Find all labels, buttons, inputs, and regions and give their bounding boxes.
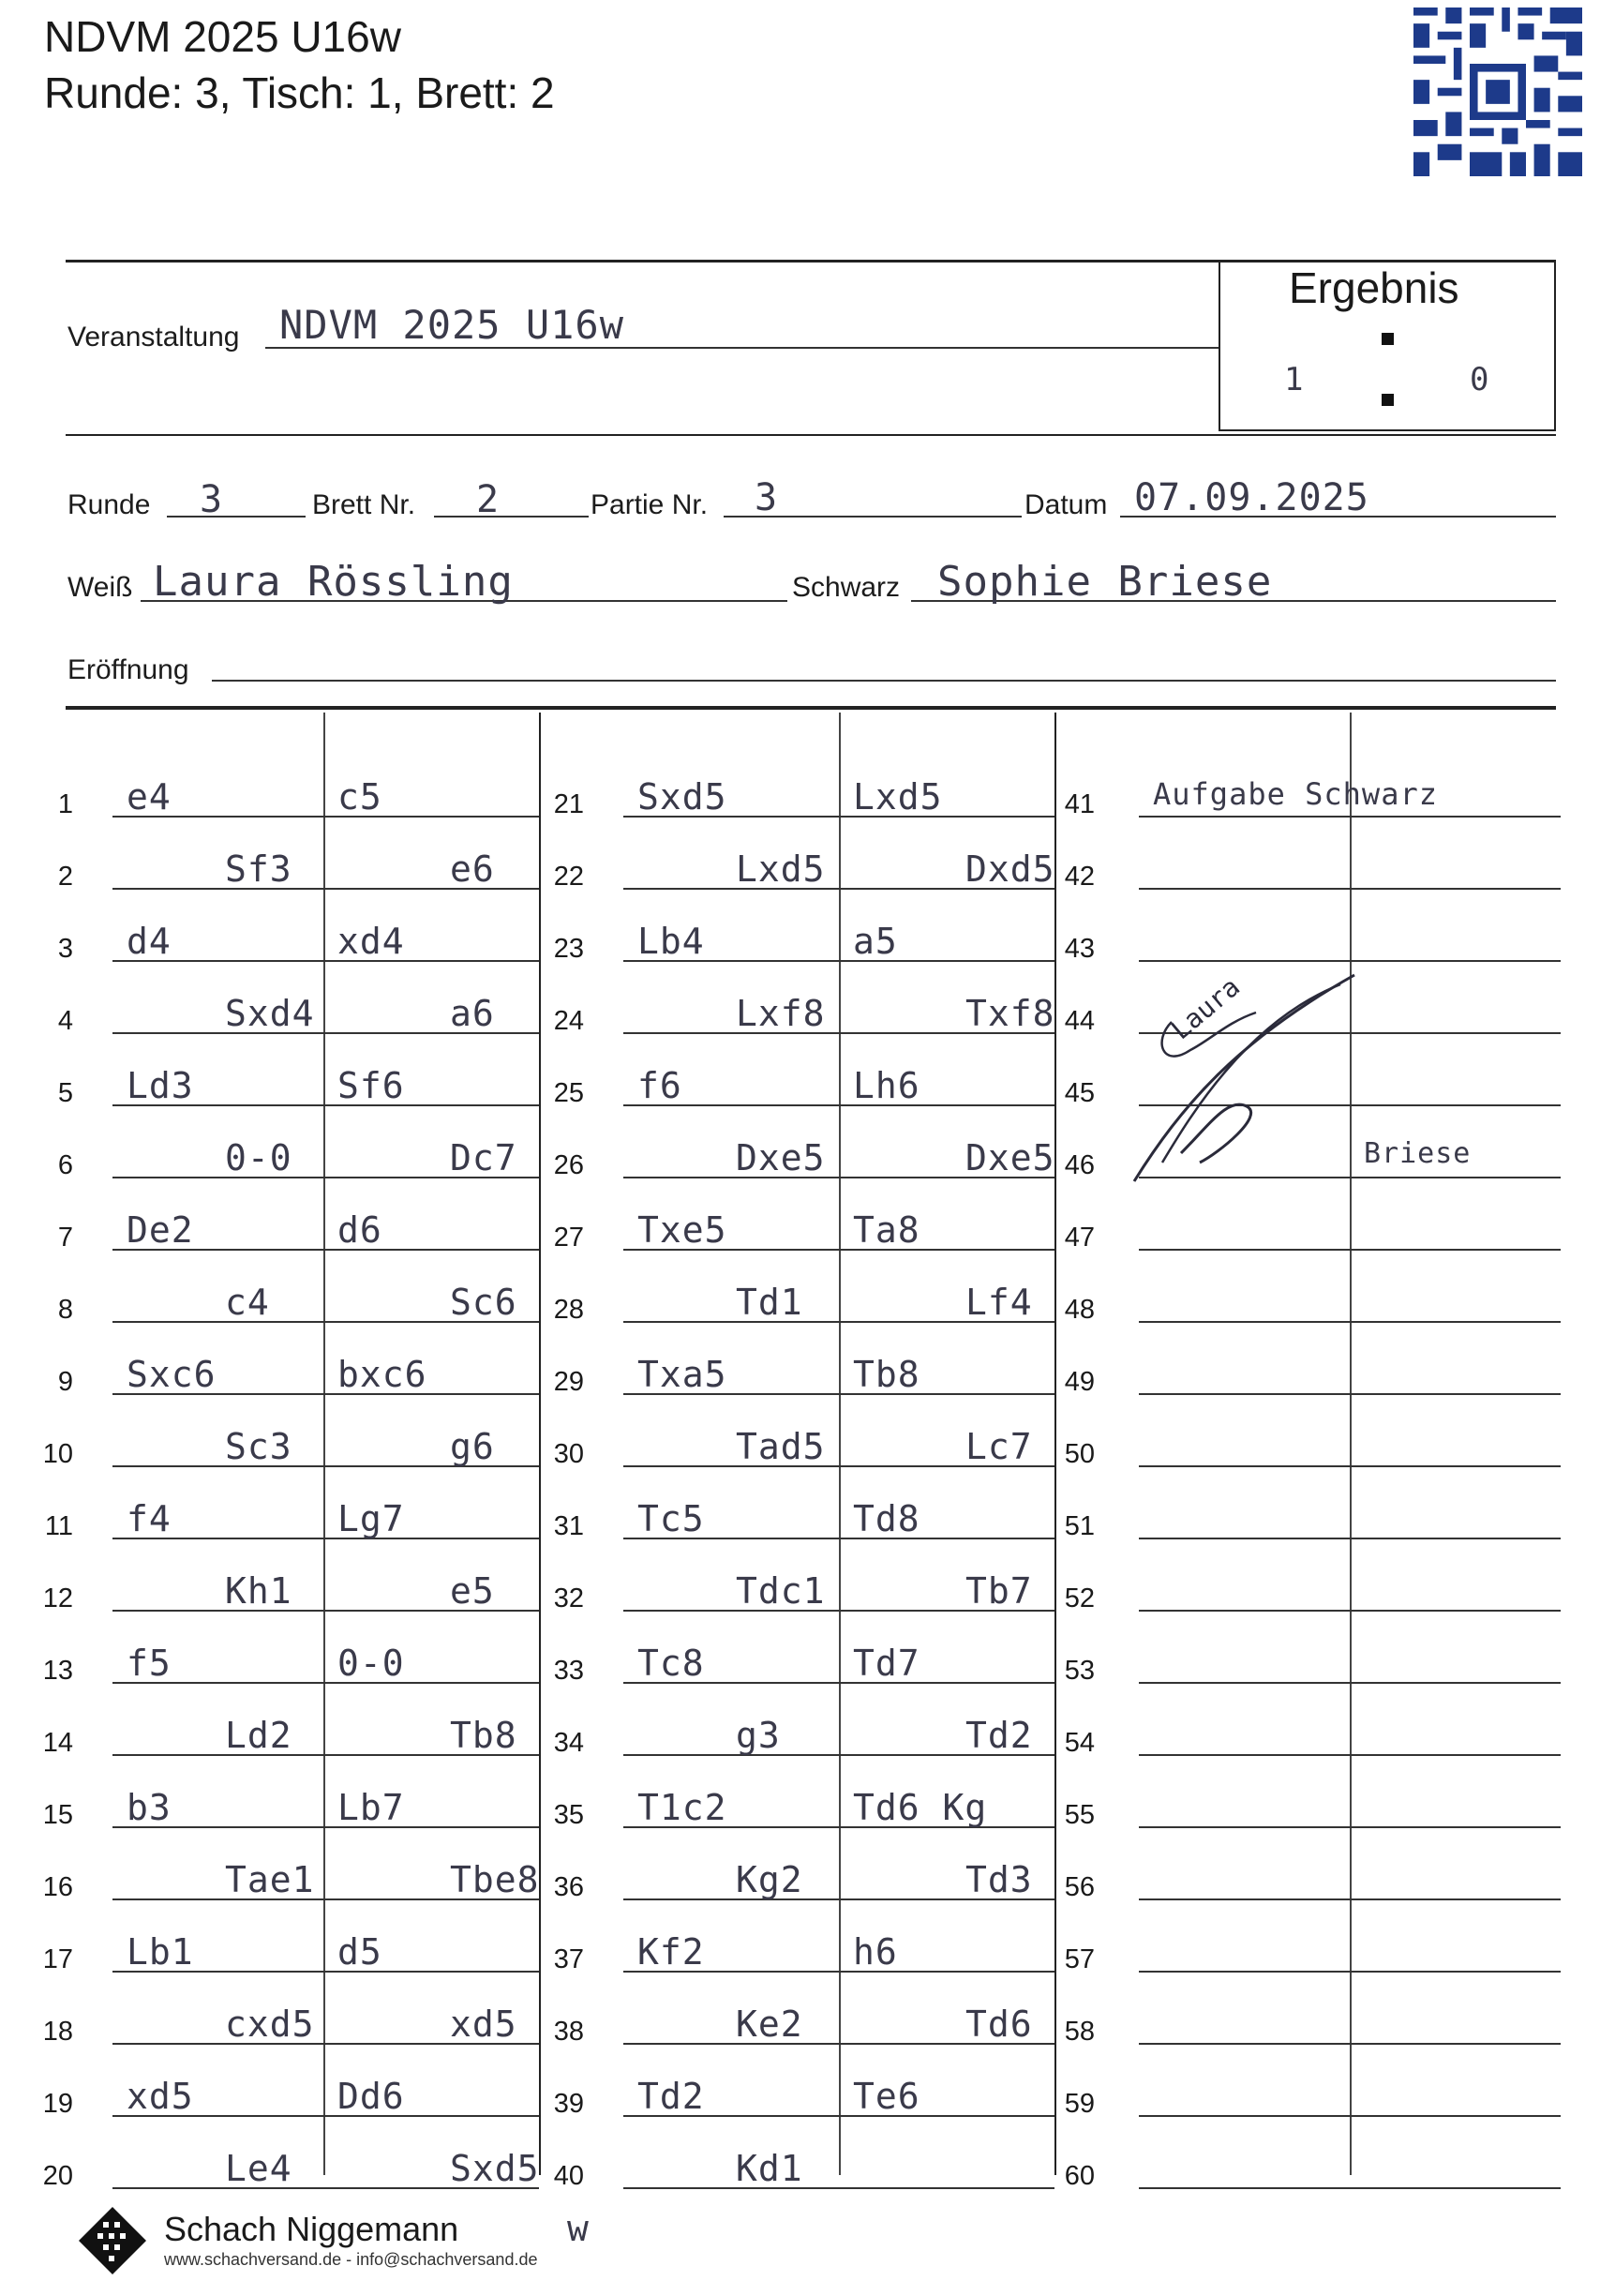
move-number: 12 — [42, 1583, 73, 1613]
move-line — [1139, 1321, 1561, 1323]
round-value: 3 — [200, 478, 224, 521]
move-number: 46 — [1064, 1150, 1095, 1180]
grid-divider-3 — [1350, 713, 1352, 2175]
move-line — [1139, 1249, 1561, 1251]
signature-white-text: Laura — [1165, 970, 1247, 1046]
white-move: Ke2 — [736, 2003, 803, 2045]
move-number: 26 — [553, 1150, 584, 1180]
move-number: 53 — [1064, 1656, 1095, 1686]
white-move: e4 — [127, 776, 172, 818]
date-value: 07.09.2025 — [1134, 476, 1369, 519]
move-number: 5 — [57, 1078, 73, 1108]
move-grid-top — [66, 706, 1556, 710]
move-line — [1139, 1898, 1561, 1900]
footer-brand: Schach Niggemann — [164, 2210, 459, 2248]
black-move: d5 — [337, 1931, 382, 1973]
white-move: Tc8 — [637, 1643, 705, 1684]
move-number: 30 — [553, 1439, 584, 1469]
board-label: Brett Nr. — [312, 489, 416, 520]
move-number: 34 — [553, 1728, 584, 1758]
game-value: 3 — [755, 476, 779, 519]
black-move: Sc6 — [450, 1282, 517, 1323]
move-line — [112, 1538, 539, 1539]
move-number: 31 — [553, 1511, 584, 1541]
move-number: 33 — [553, 1656, 584, 1686]
round-label: Runde — [67, 489, 151, 520]
black-move: Sf6 — [337, 1065, 405, 1106]
black-move: Lc7 — [965, 1426, 1033, 1467]
footer-web: www.schachversand.de - info@schachversand.de — [164, 2250, 538, 2269]
move-line — [1139, 1538, 1561, 1539]
move-number: 35 — [553, 1800, 584, 1830]
move-number: 7 — [57, 1223, 73, 1253]
black-move: Tbe8 — [450, 1859, 540, 1900]
move-number: 14 — [42, 1728, 73, 1758]
move-number: 37 — [553, 1944, 584, 1974]
white-label: Weiß — [67, 572, 133, 603]
white-move: Kf2 — [637, 1931, 705, 1973]
white-move: Ld2 — [225, 1715, 292, 1756]
black-move: Td2 — [965, 1715, 1033, 1756]
white-move: cxd5 — [225, 2003, 315, 2045]
move-number: 59 — [1064, 2089, 1095, 2119]
event-label: Veranstaltung — [67, 322, 240, 353]
white-move: Sc3 — [225, 1426, 292, 1467]
white-move: Lb4 — [637, 921, 705, 962]
move-number: 50 — [1064, 1439, 1095, 1469]
move-number: 45 — [1064, 1078, 1095, 1108]
move-line — [1139, 1971, 1561, 1973]
white-move: Td1 — [736, 1282, 803, 1323]
white-move: g3 — [736, 1715, 781, 1756]
black-move: g6 — [450, 1426, 495, 1467]
move-line — [1139, 2115, 1561, 2117]
move-number: 52 — [1064, 1583, 1095, 1613]
move-number: 8 — [57, 1295, 73, 1325]
move-number: 4 — [57, 1006, 73, 1036]
move-number: 55 — [1064, 1800, 1095, 1830]
black-move: Dc7 — [450, 1137, 517, 1178]
white-move: Kd1 — [736, 2148, 803, 2189]
black-move: Dd6 — [337, 2076, 405, 2117]
move-number: 18 — [42, 2017, 73, 2047]
move-line — [112, 1682, 539, 1684]
move-line — [1139, 1393, 1561, 1395]
move-line — [1139, 2187, 1561, 2189]
move-number: 54 — [1064, 1728, 1095, 1758]
black-move: e5 — [450, 1570, 495, 1612]
black-move: Td3 — [965, 1859, 1033, 1900]
move-number: 6 — [57, 1150, 73, 1180]
chess-logo — [75, 2203, 150, 2278]
white-move: f4 — [127, 1498, 172, 1539]
move-line — [1139, 960, 1561, 962]
white-move: De2 — [127, 1209, 194, 1251]
move-number: 36 — [553, 1872, 584, 1902]
white-move: Kh1 — [225, 1570, 292, 1612]
move-number: 21 — [553, 789, 584, 819]
move-line — [1139, 816, 1561, 818]
qr-code — [1413, 8, 1582, 176]
white-move: Tc5 — [637, 1498, 705, 1539]
move-line — [623, 2187, 1054, 2189]
white-move: Td2 — [637, 2076, 705, 2117]
black-move: Briese — [1364, 1137, 1472, 1170]
black-move: Lf4 — [965, 1282, 1033, 1323]
move-line — [623, 1104, 1054, 1106]
move-line — [112, 1826, 539, 1828]
move-number: 44 — [1064, 1006, 1095, 1036]
white-move: Tdc1 — [736, 1570, 826, 1612]
white-move: Lxd5 — [736, 848, 826, 890]
white-move: c4 — [225, 1282, 270, 1323]
opening-label: Eröffnung — [67, 654, 189, 685]
white-move: f6 — [637, 1065, 682, 1106]
white-move: Kg2 — [736, 1859, 803, 1900]
black-move: Td8 — [853, 1498, 920, 1539]
move-number: 41 — [1064, 789, 1095, 819]
black-move: Lxd5 — [853, 776, 943, 818]
move-number: 39 — [553, 2089, 584, 2119]
black-move: bxc6 — [337, 1354, 427, 1395]
black-move: xd5 — [450, 2003, 517, 2045]
white-move: Tad5 — [736, 1426, 826, 1467]
black-move: Te6 — [853, 2076, 920, 2117]
grid-divider-1 — [323, 713, 325, 2175]
move-number: 32 — [553, 1583, 584, 1613]
black-move: Sxd5 — [450, 2148, 540, 2189]
white-move: 0-0 — [225, 1137, 292, 1178]
move-number: 22 — [553, 862, 584, 892]
grid-divider-2 — [839, 713, 841, 2175]
white-move: Txa5 — [637, 1354, 727, 1395]
white-move: Aufgabe Schwarz — [1153, 776, 1438, 812]
move-number: 17 — [42, 1944, 73, 1974]
move-line — [1139, 1682, 1561, 1684]
signature-white — [1125, 966, 1368, 1191]
white-move: Dxe5 — [736, 1137, 826, 1178]
white-move: Sxd5 — [637, 776, 727, 818]
move-number: 51 — [1064, 1511, 1095, 1541]
black-move: d6 — [337, 1209, 382, 1251]
move-number: 47 — [1064, 1223, 1095, 1253]
black-move: Lh6 — [853, 1065, 920, 1106]
black-move: Tb7 — [965, 1570, 1033, 1612]
white-move: Ld3 — [127, 1065, 194, 1106]
move-number: 56 — [1064, 1872, 1095, 1902]
result-black-score: 0 — [1470, 361, 1490, 398]
move-line — [1139, 1465, 1561, 1467]
black-move: Lg7 — [337, 1498, 405, 1539]
black-move: h6 — [853, 1931, 898, 1973]
white-move: Lxf8 — [736, 993, 826, 1034]
white-move: Sxd4 — [225, 993, 315, 1034]
move-number: 57 — [1064, 1944, 1095, 1974]
move-number: 1 — [57, 789, 73, 819]
move-number: 11 — [44, 1511, 73, 1541]
move-number: 19 — [42, 2089, 73, 2119]
white-move: Txe5 — [637, 1209, 727, 1251]
move-number: 29 — [553, 1367, 584, 1397]
white-move: d4 — [127, 921, 172, 962]
move-number: 2 — [57, 862, 73, 892]
white-move: b3 — [127, 1787, 172, 1828]
black-move: c5 — [337, 776, 382, 818]
black-move: Td6 Kg — [853, 1787, 988, 1828]
black-move: Dxd5 — [965, 848, 1055, 890]
black-move: Lb7 — [337, 1787, 405, 1828]
white-move: Lb1 — [127, 1931, 194, 1973]
move-number: 24 — [553, 1006, 584, 1036]
white-move: Le4 — [225, 2148, 292, 2189]
header-subtitle: Runde: 3, Tisch: 1, Brett: 2 — [44, 68, 555, 117]
black-move: a5 — [853, 921, 898, 962]
move-line — [1139, 888, 1561, 890]
black-move: Ta8 — [853, 1209, 920, 1251]
game-label: Partie Nr. — [591, 489, 709, 520]
move-number: 13 — [42, 1656, 73, 1686]
event-value: NDVM 2025 U16w — [279, 302, 625, 348]
move-number: 9 — [57, 1367, 73, 1397]
move-number: 42 — [1064, 862, 1095, 892]
white-move: f5 — [127, 1643, 172, 1684]
black-move: Tb8 — [853, 1354, 920, 1395]
black-move: Dxe5 — [965, 1137, 1055, 1178]
move-number: 16 — [42, 1872, 73, 1902]
move-number: 49 — [1064, 1367, 1095, 1397]
white-move: T1c2 — [637, 1787, 727, 1828]
move-number: 20 — [42, 2161, 73, 2191]
move-number: 58 — [1064, 2017, 1095, 2047]
move-number: 25 — [553, 1078, 584, 1108]
move-number: 38 — [553, 2017, 584, 2047]
move-number: 43 — [1064, 934, 1095, 964]
move-number: 10 — [42, 1439, 73, 1469]
black-move: Txf8 — [965, 993, 1055, 1034]
black-value: Sophie Briese — [937, 558, 1273, 606]
black-move: e6 — [450, 848, 495, 890]
move-number: 15 — [42, 1800, 73, 1830]
board-value: 2 — [476, 478, 501, 521]
black-move: Td6 — [965, 2003, 1033, 2045]
move-line — [1139, 1826, 1561, 1828]
move-number: 27 — [553, 1223, 584, 1253]
white-move: Tae1 — [225, 1859, 315, 1900]
move-number: 23 — [553, 934, 584, 964]
date-label: Datum — [1024, 489, 1108, 520]
white-move: Sf3 — [225, 848, 292, 890]
result-white-score: 1 — [1284, 361, 1305, 398]
move-number: 28 — [553, 1295, 584, 1325]
move-line — [112, 816, 539, 818]
move-line — [1139, 1754, 1561, 1756]
move-number: 48 — [1064, 1295, 1095, 1325]
move-number: 60 — [1064, 2161, 1095, 2191]
move-line — [112, 960, 539, 962]
black-label: Schwarz — [792, 572, 901, 603]
black-move: 0-0 — [337, 1643, 405, 1684]
move-number: 3 — [57, 934, 73, 964]
black-move: Tb8 — [450, 1715, 517, 1756]
white-value: Laura Rössling — [153, 558, 514, 606]
white-move: xd5 — [127, 2076, 194, 2117]
black-move: Td7 — [853, 1643, 920, 1684]
move-line — [1139, 2043, 1561, 2045]
move-line — [1139, 1610, 1561, 1612]
move-number: 40 — [553, 2161, 584, 2191]
white-move: Sxc6 — [127, 1354, 217, 1395]
result-title: Ergebnis — [1289, 263, 1459, 312]
header-title: NDVM 2025 U16w — [44, 12, 401, 61]
footer-mark: w — [567, 2208, 590, 2249]
black-move: xd4 — [337, 921, 405, 962]
black-move: a6 — [450, 993, 495, 1034]
